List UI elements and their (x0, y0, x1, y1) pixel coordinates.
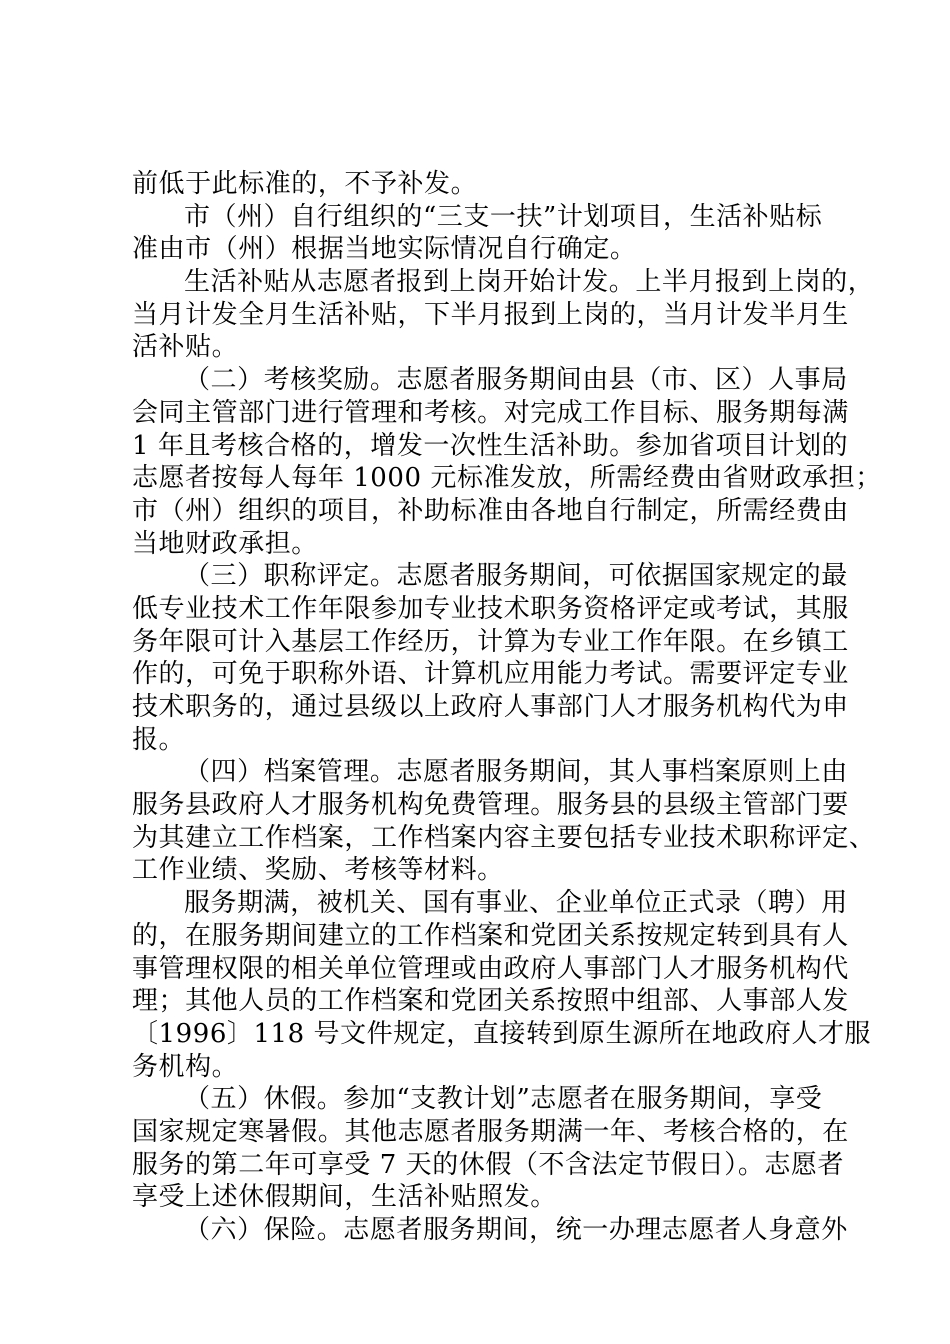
text-line: 〔1996〕118 号文件规定，直接转到原生源所在地政府人才服 (132, 1018, 872, 1049)
text-line: （五）休假。参加“支教计划”志愿者在服务期间，享受 (184, 1084, 823, 1115)
text-line: 市（州）组织的项目，补助标准由各地自行制定，所需经费由 (132, 495, 849, 526)
text-line: 低专业技术工作年限参加专业技术职务资格评定或考试，其服 (132, 593, 849, 624)
text-line: 事管理权限的相关单位管理或由政府人事部门人才服务机构代 (132, 953, 849, 984)
text-line: 的，在服务期间建立的工作档案和党团关系按规定转到具有人 (132, 920, 849, 951)
text-line: 务机构。 (132, 1051, 239, 1082)
text-line: 享受上述休假期间，生活补贴照发。 (132, 1182, 557, 1213)
text-line: 市（州）自行组织的“三支一扶”计划项目，生活补贴标 (184, 201, 823, 232)
text-line: 工作业绩、奖励、考核等材料。 (132, 855, 504, 886)
text-line: 技术职务的，通过县级以上政府人事部门人才服务机构代为申 (132, 692, 849, 722)
text-line: 志愿者按每人每年 1000 元标准发放，所需经费由省财政承担； (132, 463, 882, 494)
text-line: 服务县政府人才服务机构免费管理。服务县的县级主管部门要 (132, 790, 849, 821)
text-line: 前低于此标准的，不予补发。 (132, 169, 478, 199)
text-line: （二）考核奖励。志愿者服务期间由县（市、区）人事局 (184, 365, 848, 396)
text-line: 报。 (132, 724, 186, 755)
text-line: 会同主管部门进行管理和考核。对完成工作目标、服务期每满 (132, 397, 849, 428)
text-line: 理；其他人员的工作档案和党团关系按照中组部、人事部人发 (132, 986, 849, 1017)
text-line: 1 年且考核合格的，增发一次性生活补助。参加省项目计划的 (132, 430, 849, 461)
text-line: （四）档案管理。志愿者服务期间，其人事档案原则上由 (184, 757, 848, 788)
text-line: 为其建立工作档案，工作档案内容主要包括专业技术职称评定、 (132, 822, 876, 853)
document-body (132, 168, 882, 1247)
text-line: 国家规定寒暑假。其他志愿者服务期满一年、考核合格的，在 (132, 1116, 849, 1147)
text-line: 服务期满，被机关、国有事业、企业单位正式录（聘）用 (184, 888, 848, 919)
text-line: 作的，可免于职称外语、计算机应用能力考试。需要评定专业 (132, 659, 849, 690)
text-line: 务年限可计入基层工作经历，计算为专业工作年限。在乡镇工 (132, 626, 849, 657)
text-line: （六）保险。志愿者服务期间，统一办理志愿者人身意外 (184, 1215, 848, 1245)
text-line: 活补贴。 (132, 332, 239, 363)
text-line: 当地财政承担。 (132, 528, 318, 559)
text-line: 生活补贴从志愿者报到上岗开始计发。上半月报到上岗的， (184, 267, 875, 298)
text-line: 服务的第二年可享受 7 天的休假（不含法定节假日）。志愿者 (132, 1149, 845, 1180)
text-line: 当月计发全月生活补贴，下半月报到上岗的，当月计发半月生 (132, 299, 849, 330)
text-line: 准由市（州）根据当地实际情况自行确定。 (132, 234, 637, 265)
text-line: （三）职称评定。志愿者服务期间，可依据国家规定的最 (184, 561, 848, 592)
